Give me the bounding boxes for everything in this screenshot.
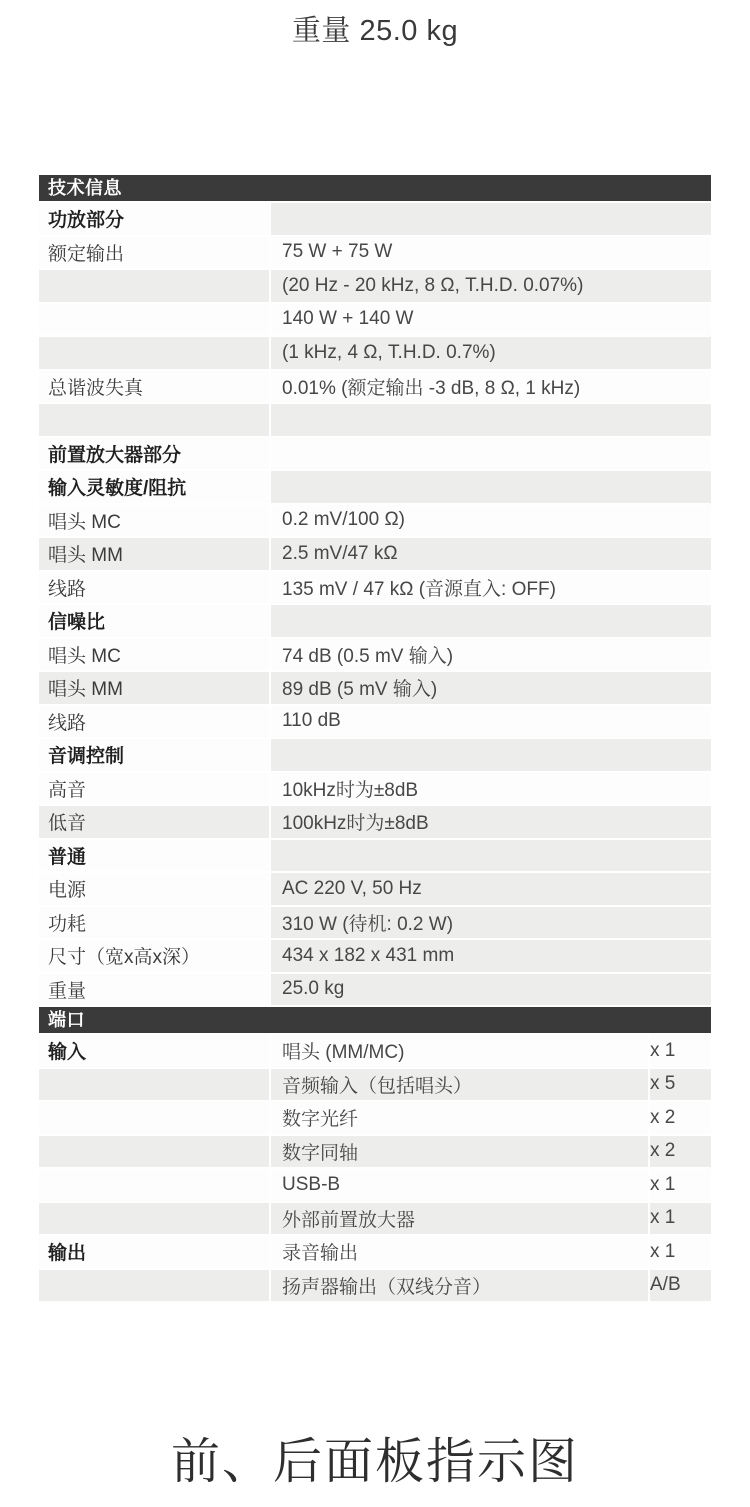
spec-value-cell	[271, 438, 711, 470]
spec-row	[39, 739, 711, 771]
port-label-cell	[39, 1136, 269, 1168]
port-count-cell: x 2	[650, 1102, 711, 1134]
spec-value-cell: 2.5 mV/47 kΩ	[271, 538, 711, 570]
top-note: 重量 25.0 kg	[291, 15, 459, 47]
port-row	[39, 1035, 711, 1067]
port-count-cell: x 1	[650, 1203, 711, 1235]
port-name-cell: 扬声器输出（双线分音）	[271, 1270, 648, 1302]
spec-label-cell: 线路	[39, 706, 269, 738]
spec-label-cell: 唱头 MM	[39, 672, 269, 704]
spec-value-cell	[271, 605, 711, 637]
spec-value-cell: 25.0 kg	[271, 974, 711, 1006]
spec-value-cell	[271, 404, 711, 436]
spec-label-cell: 前置放大器部分	[39, 438, 269, 470]
port-label-cell	[39, 1203, 269, 1235]
spec-row	[39, 840, 711, 872]
spec-row	[39, 505, 711, 537]
ports-table	[39, 1035, 711, 1301]
ports-title: 端口	[48, 1010, 85, 1030]
spec-row	[39, 806, 711, 838]
spec-value-cell: 74 dB (0.5 mV 输入)	[271, 639, 711, 671]
spec-label-cell: 功放部分	[39, 203, 269, 235]
spec-row	[39, 605, 711, 637]
port-name-cell: 数字光纤	[271, 1102, 648, 1134]
spec-row	[39, 538, 711, 570]
spec-value-cell	[271, 739, 711, 771]
spec-row	[39, 672, 711, 704]
spec-row	[39, 940, 711, 972]
spec-label-cell	[39, 404, 269, 436]
port-count-cell: x 5	[650, 1069, 711, 1101]
footer-title: 前、后面板指示图	[170, 1435, 579, 1489]
spec-value-cell	[271, 471, 711, 503]
port-name-cell: 外部前置放大器	[271, 1203, 648, 1235]
spec-label-cell	[39, 270, 269, 302]
spec-tables	[39, 175, 711, 1301]
spec-value-cell: 0.2 mV/100 Ω)	[271, 505, 711, 537]
port-row	[39, 1169, 711, 1201]
port-name-cell: 数字同轴	[271, 1136, 648, 1168]
port-count-cell: A/B	[650, 1270, 711, 1302]
spec-row	[39, 304, 711, 336]
spec-row	[39, 974, 711, 1006]
port-label-cell: 输入	[39, 1035, 269, 1067]
tech-spec-table	[39, 203, 711, 1005]
spec-label-cell: 低音	[39, 806, 269, 838]
spec-row	[39, 371, 711, 403]
spec-label-cell: 信噪比	[39, 605, 269, 637]
spec-value-cell: 10kHz时为±8dB	[271, 773, 711, 805]
spec-row	[39, 203, 711, 235]
spec-value-cell	[271, 203, 711, 235]
spec-row	[39, 270, 711, 302]
spec-value-cell: 100kHz时为±8dB	[271, 806, 711, 838]
port-label-cell	[39, 1169, 269, 1201]
spec-row	[39, 471, 711, 503]
spec-label-cell: 普通	[39, 840, 269, 872]
spec-label-cell: 线路	[39, 572, 269, 604]
spec-value-cell: (20 Hz - 20 kHz, 8 Ω, T.H.D. 0.07%)	[271, 270, 711, 302]
port-row	[39, 1136, 711, 1168]
spec-row	[39, 438, 711, 470]
spec-row	[39, 639, 711, 671]
port-name-cell: 音频输入（包括唱头）	[271, 1069, 648, 1101]
spec-row	[39, 337, 711, 369]
port-row	[39, 1069, 711, 1101]
spec-label-cell: 功耗	[39, 907, 269, 939]
port-row	[39, 1236, 711, 1268]
spec-label-cell: 音调控制	[39, 739, 269, 771]
port-label-cell	[39, 1102, 269, 1134]
port-label-cell	[39, 1270, 269, 1302]
tech-info-title: 技术信息	[48, 178, 122, 198]
spec-value-cell: 434 x 182 x 431 mm	[271, 940, 711, 972]
spec-value-cell: 310 W (待机: 0.2 W)	[271, 907, 711, 939]
port-label-cell	[39, 1069, 269, 1101]
port-count-cell: x 1	[650, 1169, 711, 1201]
spec-label-cell: 唱头 MC	[39, 639, 269, 671]
spec-row	[39, 706, 711, 738]
spec-value-cell: 140 W + 140 W	[271, 304, 711, 336]
port-name-cell: USB-B	[271, 1169, 648, 1201]
ports-header-bar	[39, 1007, 711, 1033]
port-label-cell: 输出	[39, 1236, 269, 1268]
port-row	[39, 1203, 711, 1235]
spec-label-cell: 唱头 MC	[39, 505, 269, 537]
spec-row	[39, 907, 711, 939]
spec-value-cell: 135 mV / 47 kΩ (音源直入: OFF)	[271, 572, 711, 604]
spec-value-cell: 75 W + 75 W	[271, 237, 711, 269]
port-row	[39, 1102, 711, 1134]
tech-info-header-bar	[39, 175, 711, 201]
spec-value-cell: 0.01% (额定输出 -3 dB, 8 Ω, 1 kHz)	[271, 371, 711, 403]
spec-label-cell: 额定输出	[39, 237, 269, 269]
spec-value-cell: 89 dB (5 mV 输入)	[271, 672, 711, 704]
spec-label-cell: 尺寸（宽x高x深）	[39, 940, 269, 972]
spec-value-cell: AC 220 V, 50 Hz	[271, 873, 711, 905]
spec-row	[39, 773, 711, 805]
spec-label-cell: 高音	[39, 773, 269, 805]
spec-label-cell: 输入灵敏度/阻抗	[39, 471, 269, 503]
port-row	[39, 1270, 711, 1302]
spec-label-cell	[39, 304, 269, 336]
port-count-cell: x 2	[650, 1136, 711, 1168]
spec-label-cell: 唱头 MM	[39, 538, 269, 570]
port-name-cell: 录音输出	[271, 1236, 648, 1268]
spec-row	[39, 572, 711, 604]
spec-label-cell	[39, 337, 269, 369]
spec-row	[39, 873, 711, 905]
port-count-cell: x 1	[650, 1035, 711, 1067]
port-count-cell: x 1	[650, 1236, 711, 1268]
spec-value-cell: (1 kHz, 4 Ω, T.H.D. 0.7%)	[271, 337, 711, 369]
spec-value-cell	[271, 840, 711, 872]
spec-row	[39, 404, 711, 436]
spec-label-cell: 总谐波失真	[39, 371, 269, 403]
port-name-cell: 唱头 (MM/MC)	[271, 1035, 648, 1067]
spec-label-cell: 电源	[39, 873, 269, 905]
spec-row	[39, 237, 711, 269]
spec-label-cell: 重量	[39, 974, 269, 1006]
spec-value-cell: 110 dB	[271, 706, 711, 738]
